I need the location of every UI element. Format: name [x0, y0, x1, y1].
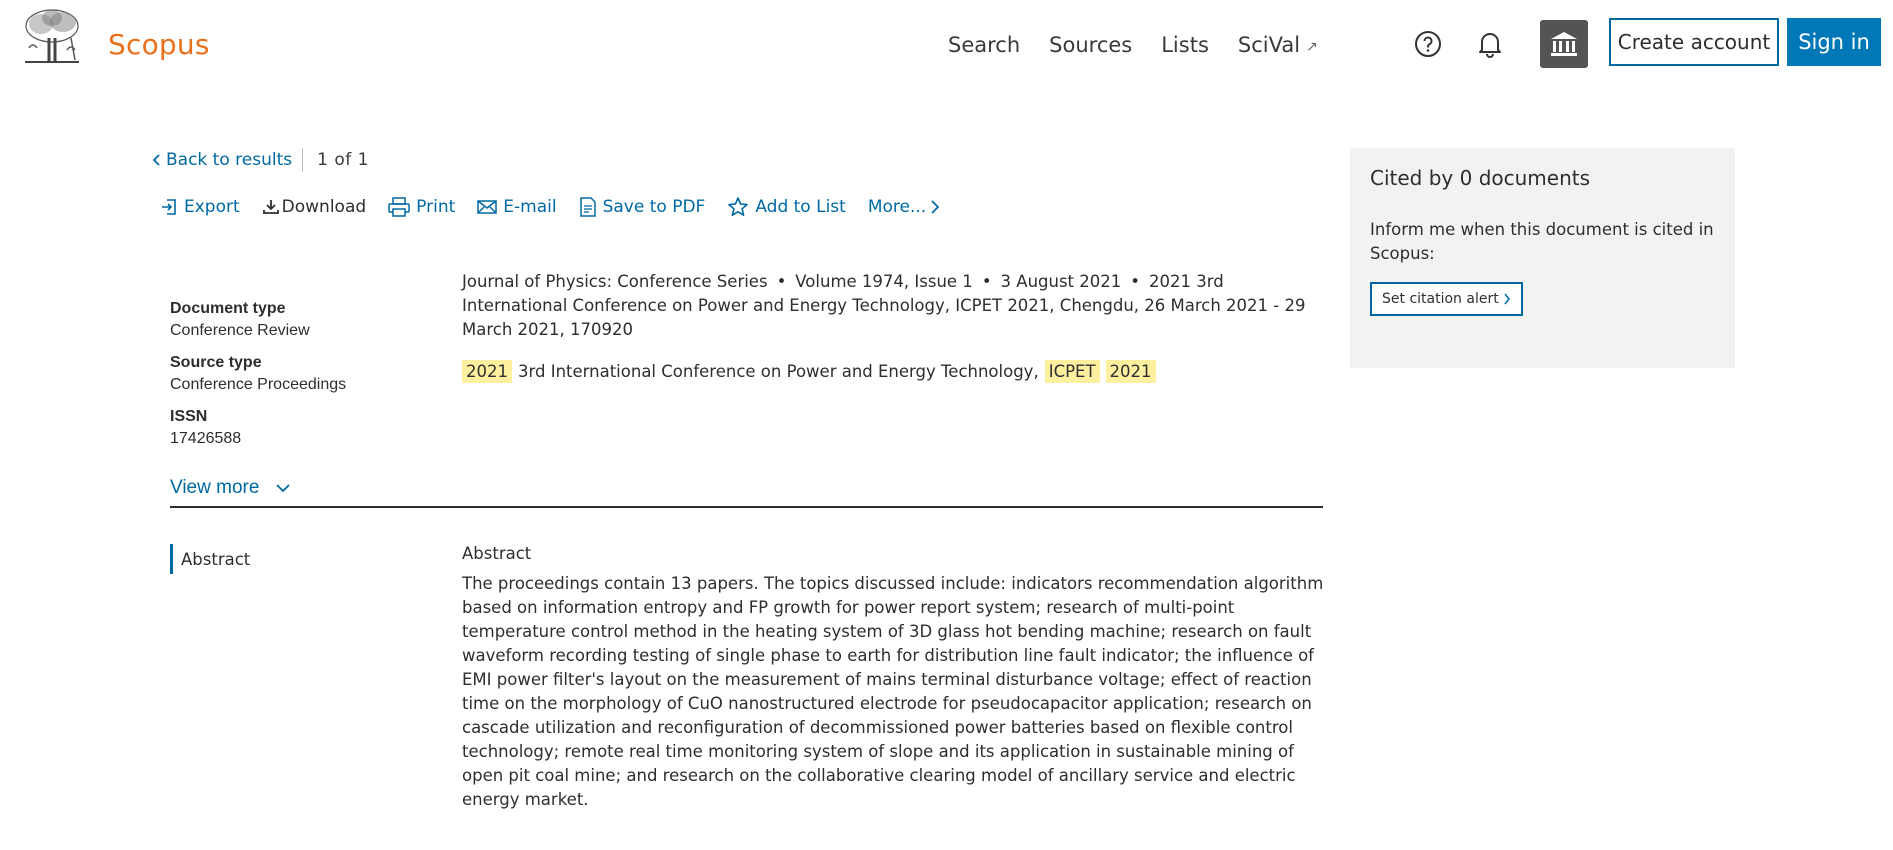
- publication-date: 3 August 2021: [1000, 272, 1122, 291]
- print-label: Print: [416, 197, 456, 217]
- cited-by-panel: [1350, 148, 1735, 368]
- set-citation-alert-label: Set citation alert: [1382, 291, 1499, 307]
- abstract-nav-label: Abstract: [181, 549, 251, 569]
- institution-button[interactable]: [1540, 20, 1588, 68]
- add-to-list-label: Add to List: [755, 197, 846, 217]
- save-to-pdf-label: Save to PDF: [602, 197, 706, 217]
- chevron-right-icon: [930, 199, 940, 215]
- nav-lists[interactable]: [1161, 33, 1209, 57]
- document-toolbar: [160, 196, 968, 218]
- issn-value: 17426588: [170, 430, 242, 447]
- highlighted-year-2: 2021: [1106, 360, 1156, 383]
- nav-scival-label: SciVal: [1237, 33, 1301, 57]
- chevron-down-icon: [275, 483, 291, 493]
- notifications-button[interactable]: [1474, 28, 1506, 60]
- conference-info: 2021 3rd International Conference on Power and Energy Technology, ICPET 2021, Chengdu, 26 March 2021 - 29 March 2021, 170920: [462, 272, 1306, 339]
- brand-name[interactable]: Scopus: [108, 28, 210, 61]
- print-icon: [388, 197, 410, 217]
- print-button[interactable]: [388, 197, 455, 217]
- help-button[interactable]: [1412, 28, 1444, 60]
- chevron-left-icon: [152, 153, 162, 167]
- title-middle: 3rd International Conference on Power and Energy Technology,: [518, 362, 1039, 381]
- view-more-label: View more: [170, 477, 260, 498]
- nav-search-label: Search: [948, 33, 1021, 57]
- abstract-heading: Abstract: [462, 544, 532, 563]
- save-to-pdf-button[interactable]: [579, 197, 706, 217]
- divider: [302, 148, 303, 172]
- more-button[interactable]: [868, 197, 946, 217]
- chevron-right-icon: [1503, 293, 1511, 305]
- add-to-list-button[interactable]: [727, 196, 846, 218]
- email-button[interactable]: [477, 197, 556, 217]
- document-type-label: Document type: [170, 300, 286, 317]
- email-icon: [477, 199, 497, 215]
- abstract-nav-item[interactable]: [170, 544, 250, 574]
- journal-link[interactable]: Journal of Physics: Conference Series: [462, 272, 768, 291]
- results-navigation: [152, 148, 369, 172]
- export-button[interactable]: [160, 197, 240, 217]
- document-type-value: Conference Review: [170, 322, 310, 339]
- download-icon: [262, 198, 280, 216]
- cited-by-title: Cited by 0 documents: [1370, 166, 1591, 190]
- set-citation-alert-button[interactable]: [1370, 282, 1523, 316]
- separator-dot: •: [776, 272, 787, 291]
- help-icon: [1414, 30, 1442, 58]
- back-to-results-label: Back to results: [166, 150, 293, 170]
- highlighted-year: 2021: [462, 360, 512, 383]
- volume-issue: Volume 1974, Issue 1: [795, 272, 973, 291]
- main-nav: [948, 33, 1347, 57]
- elsevier-logo-icon[interactable]: [19, 8, 85, 64]
- more-label: More...: [867, 197, 927, 217]
- create-account-button[interactable]: Create account: [1609, 18, 1779, 66]
- highlighted-acronym: ICPET: [1045, 360, 1100, 383]
- download-label: Download: [281, 197, 367, 217]
- separator-dot: •: [981, 272, 992, 291]
- abstract-text: The proceedings contain 13 papers. The topics discussed include: indicators recommendation algorithm based on information entropy and FP growth for power report system; research of multi-point temperature control method in the heating system of 3D glass hot bending machine; research on fault waveform recording testing of single phase to earth for distribution line fault indicator; the influence of EMI power filter's layout on the measurement of mains terminal disturbance voltage; effect of reaction time on the morphology of CuO nanostructured electrode for pseudocapacitor application; research on cascade utilization and reconfiguration of decommissioned power batteries based on flexible control technology; remote real time monitoring system of slope and its application in sustainable mining of open pit coal mine; and research on the collaborative clearing model of ancillary service and electric energy market.: [462, 574, 1324, 809]
- sign-in-button[interactable]: Sign in: [1787, 18, 1881, 66]
- nav-scival[interactable]: [1238, 33, 1318, 57]
- external-link-icon: ↗: [1306, 39, 1318, 55]
- source-info: [462, 270, 1322, 342]
- star-icon: [727, 196, 749, 218]
- view-more-button[interactable]: [170, 477, 291, 499]
- issn-label: ISSN: [170, 408, 208, 425]
- nav-search[interactable]: [948, 33, 1020, 57]
- header: [0, 0, 1893, 95]
- pdf-icon: [579, 197, 597, 217]
- back-to-results-link[interactable]: [152, 150, 292, 170]
- source-type-value: Conference Proceedings: [170, 376, 347, 393]
- citation-alert-info: Inform me when this document is cited in Scopus:: [1370, 220, 1714, 263]
- document-metadata: [170, 300, 450, 462]
- email-label: E-mail: [503, 197, 557, 217]
- separator-dot: •: [1130, 272, 1141, 291]
- nav-lists-label: Lists: [1161, 33, 1209, 57]
- export-icon: [160, 198, 178, 216]
- bell-icon: [1477, 30, 1503, 58]
- source-type-label: Source type: [170, 354, 262, 371]
- result-pager: 1 of 1: [317, 150, 369, 170]
- download-button[interactable]: [262, 197, 367, 217]
- export-label: Export: [184, 197, 240, 217]
- institution-icon: [1549, 30, 1579, 58]
- section-divider: [170, 506, 1323, 508]
- nav-sources[interactable]: [1049, 33, 1132, 57]
- document-title: [462, 360, 1162, 383]
- nav-sources-label: Sources: [1049, 33, 1133, 57]
